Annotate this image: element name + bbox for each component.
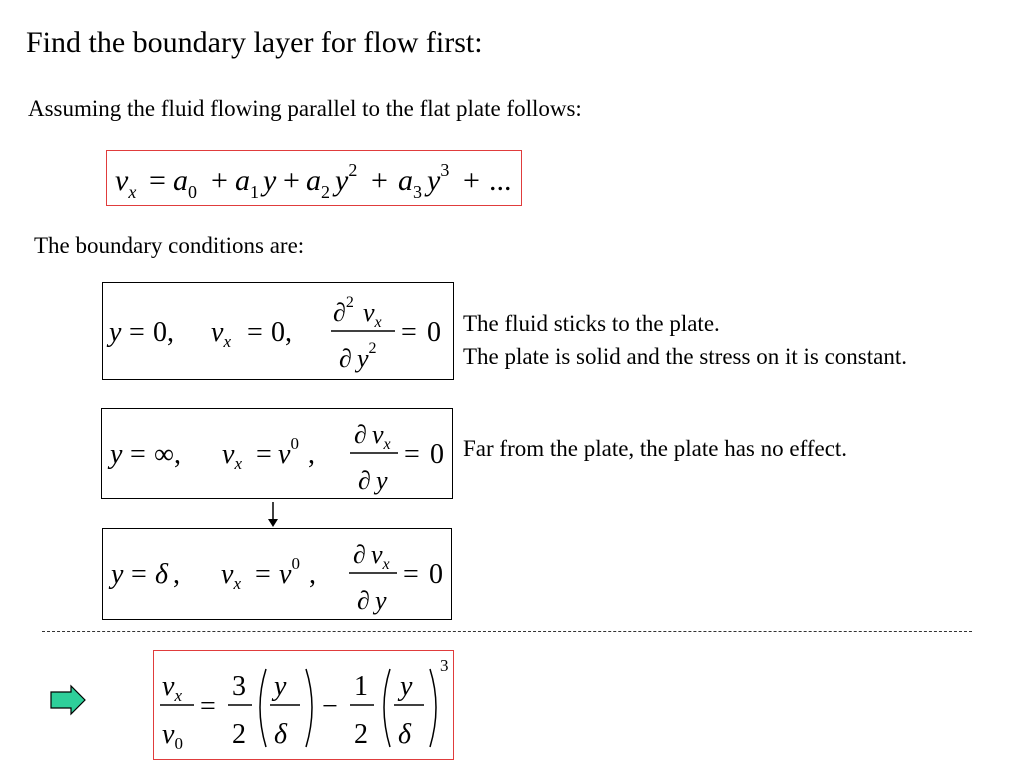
- svg-text:∂ vx: ∂ vx: [354, 420, 391, 453]
- svg-text:y = δ ,: y = δ , vx = v0 ,: [111, 554, 316, 593]
- right-arrow-icon: [49, 684, 87, 716]
- velocity-polynomial-box: [106, 150, 522, 206]
- svg-text:∂ y2: ∂ y2: [339, 340, 377, 373]
- note-far-from-plate: Far from the plate, the plate has no effect.: [463, 436, 848, 461]
- svg-text:=0: = 0: [401, 317, 441, 348]
- svg-text:y: y: [274, 671, 287, 702]
- svg-text:∂ y: ∂ y: [358, 466, 388, 495]
- svg-text:2: 2: [232, 719, 246, 750]
- svg-text:=: =: [200, 691, 216, 722]
- svg-text:−: −: [322, 691, 338, 722]
- intro-text: Assuming the fluid flowing parallel to the flat plate follows:: [28, 96, 582, 121]
- svg-text:∂2 vx: ∂2 vx: [333, 294, 382, 331]
- condition-delta-box: [102, 528, 452, 620]
- separator-line: [42, 631, 972, 632]
- down-arrow-icon: [266, 502, 280, 528]
- svg-text:=0: = 0: [404, 439, 444, 470]
- condition-infinity-equation: [102, 409, 454, 500]
- svg-text:∂ y: ∂ y: [357, 586, 387, 615]
- velocity-profile-box: [153, 650, 454, 760]
- svg-text:1: 1: [354, 671, 368, 702]
- svg-text:vx: vx: [162, 671, 182, 705]
- svg-text:y = 0, vx: y = 0, vx = 0,: [109, 317, 292, 351]
- svg-text:y = ∞, vx: y = ∞, vx = v0 ,: [110, 434, 315, 473]
- condition-wall-equation: [103, 283, 455, 381]
- svg-text:y: y: [400, 671, 413, 702]
- svg-text:=0: = 0: [403, 559, 443, 590]
- condition-delta-equation: [103, 529, 453, 621]
- svg-text:3: 3: [440, 656, 449, 675]
- slide-title: Find the boundary layer for flow first:: [26, 26, 483, 59]
- note-fluid-sticks: The fluid sticks to the plate.: [463, 311, 720, 336]
- velocity-polynomial-equation: [107, 151, 523, 207]
- svg-text:3: 3: [232, 671, 246, 702]
- velocity-profile-equation: [154, 651, 455, 761]
- svg-text:vx = a0 +: $v_x$ = $a_0$ + $a_1$ y + $a_2$ $y^2$ + $a_3$ $y^3$ + ...: [115, 160, 512, 202]
- svg-text:2: 2: [354, 719, 368, 750]
- boundary-conditions-heading: The boundary conditions are:: [34, 233, 305, 258]
- svg-text:∂ vx: ∂ vx: [353, 540, 390, 573]
- svg-text:δ: δ: [398, 719, 412, 750]
- condition-infinity-box: [101, 408, 453, 499]
- svg-text:v0: v0: [162, 719, 183, 753]
- condition-wall-box: [102, 282, 454, 380]
- svg-text:δ: δ: [274, 719, 288, 750]
- note-stress-constant: The plate is solid and the stress on it is constant.: [463, 344, 907, 369]
